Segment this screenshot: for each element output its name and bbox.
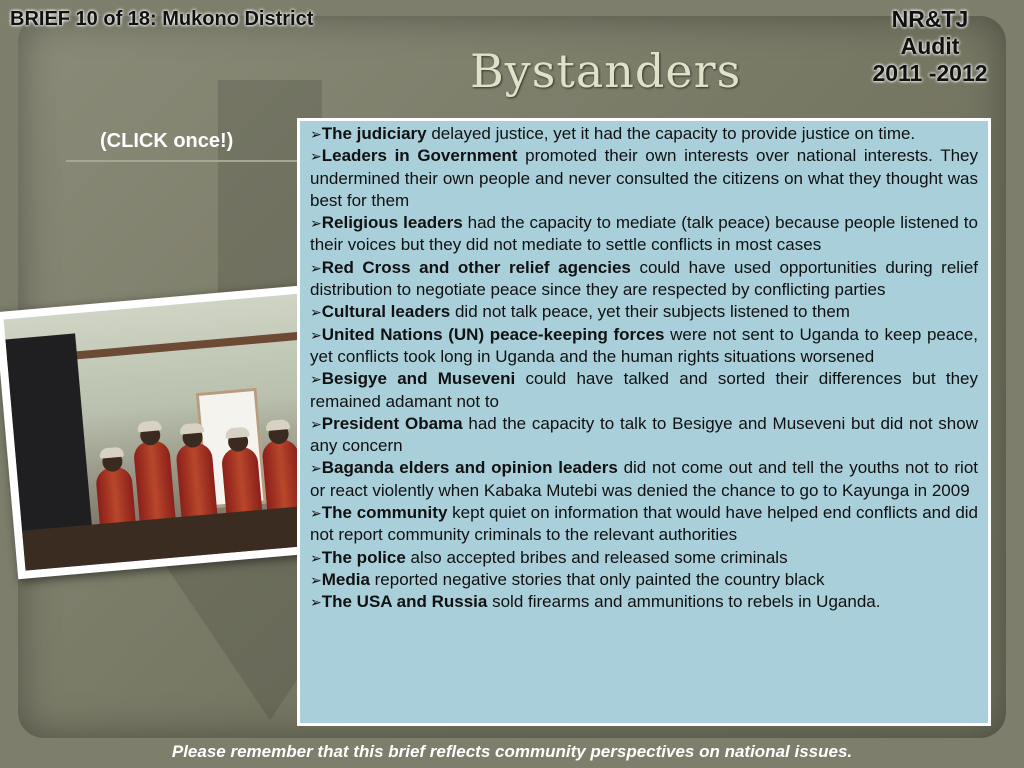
- list-item-lead: Media: [321, 569, 370, 589]
- list-item-text: could have used opportunities during relief distribution to negotiate peace since they are respected by conflicting parties: [310, 257, 979, 300]
- list-item-text: delayed justice, yet it had the capacity to provide justice on time.: [426, 124, 916, 143]
- list-item-text: were not sent to Uganda to keep peace, yet conflicts took long in Uganda and the human rights situations worsened: [310, 324, 978, 366]
- courtroom-photo: [0, 285, 333, 580]
- bullet-arrow-icon: ➢: [310, 371, 322, 388]
- bullet-arrow-icon: ➢: [310, 571, 322, 588]
- list-item-lead: The community: [321, 503, 448, 523]
- bullet-arrow-icon: ➢: [310, 259, 322, 276]
- page-title: Bystanders: [470, 44, 742, 98]
- list-item-text: had the capacity to mediate (talk peace) because people listened to their voices but they did not mediate to settle conflicts in most cases: [310, 213, 978, 255]
- bullet-arrow-icon: ➢: [310, 460, 322, 477]
- list-item: [310, 502, 978, 547]
- click-hint[interactable]: (CLICK once!): [100, 130, 234, 152]
- list-item: [310, 257, 978, 302]
- list-item-lead: Besigye and Museveni: [321, 369, 516, 389]
- audit-line-1: NR&TJ: [891, 6, 969, 32]
- list-item: [310, 301, 978, 323]
- audit-line-3: 2011 -2012: [872, 60, 988, 86]
- list-item-text: did not come out and tell the youths not to riot or react violently when Kabaka Mutebi was denied the chance to go to Kayunga in 2009: [310, 458, 978, 500]
- photo-camera: [5, 333, 92, 538]
- list-item-text: promoted their own interests over national interests. They undermined their own people and never consulted the citizens on what they thought was best for them: [310, 146, 979, 210]
- bystanders-list: [297, 118, 991, 726]
- list-item-lead: Cultural leaders: [321, 302, 451, 322]
- list-item-lead: Red Cross and other relief agencies: [321, 257, 631, 277]
- list-item-lead: Baganda elders and opinion leaders: [321, 458, 618, 478]
- list-item-text: reported negative stories that only painted the country black: [369, 569, 825, 589]
- list-item-lead: President Obama: [321, 413, 463, 433]
- audit-line-2: Audit: [900, 33, 960, 59]
- bullet-arrow-icon: ➢: [310, 326, 322, 343]
- list-item: [310, 413, 978, 458]
- bullet-arrow-icon: ➢: [310, 126, 322, 142]
- list-item: [310, 324, 978, 369]
- list-item-text: kept quiet on information that would have helped end conflicts and did not report community criminals to the relevant authorities: [310, 503, 979, 545]
- bullet-arrow-icon: ➢: [310, 148, 322, 165]
- bullet-arrow-icon: ➢: [310, 215, 322, 232]
- list-item: [310, 569, 978, 591]
- footer-note: Please remember that this brief reflects community perspectives on national issues.: [171, 742, 853, 761]
- click-hint-underline: [66, 160, 298, 162]
- list-item-lead: The USA and Russia: [321, 592, 488, 612]
- list-item-text: sold firearms and ammunitions to rebels in Uganda.: [487, 592, 881, 612]
- bullet-arrow-icon: ➢: [310, 549, 322, 566]
- list-item-lead: Leaders in Government: [321, 146, 518, 166]
- list-item-text: had the capacity to talk to Besigye and Museveni but did not show any concern: [310, 413, 978, 456]
- audit-title: [850, 6, 1010, 87]
- bullet-arrow-icon: ➢: [310, 415, 322, 432]
- list-item-lead: United Nations (UN) peace-keeping forces: [321, 324, 665, 344]
- list-item: [310, 212, 978, 257]
- list-item-text: could have talked and sorted their differences but they remained adamant not to: [310, 369, 978, 411]
- list-item: [310, 368, 978, 413]
- list-item: [310, 591, 978, 613]
- list-item: [310, 547, 978, 569]
- list-item-text: also accepted bribes and released some criminals: [405, 547, 788, 567]
- list-item-text: did not talk peace, yet their subjects listened to them: [450, 302, 850, 322]
- list-item-lead: The police: [321, 547, 406, 567]
- list-item: [310, 123, 978, 145]
- bullet-arrow-icon: ➢: [310, 594, 322, 611]
- bullet-arrow-icon: ➢: [310, 505, 322, 522]
- courtroom-photo-image: [4, 293, 325, 570]
- bullet-arrow-icon: ➢: [310, 304, 322, 321]
- list-item: [310, 145, 978, 212]
- list-item: [310, 457, 978, 502]
- list-item-lead: The judiciary: [321, 124, 427, 143]
- list-item-lead: Religious leaders: [321, 213, 463, 233]
- brief-title: BRIEF 10 of 18: Mukono District: [10, 8, 314, 30]
